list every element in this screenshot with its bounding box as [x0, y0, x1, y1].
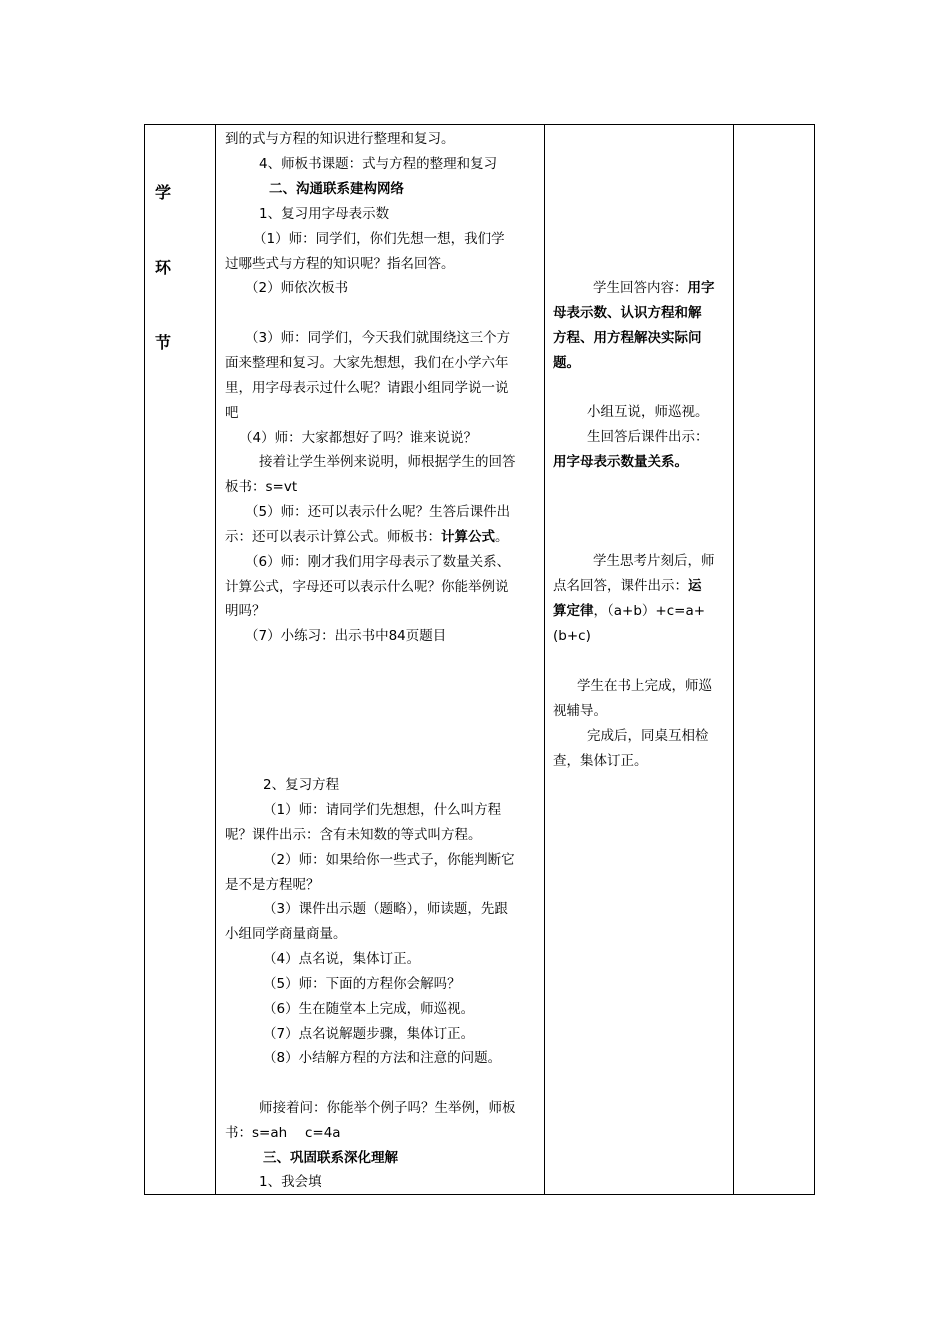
text-line: （4）师：大家都想好了吗？谁来说说？: [239, 430, 478, 446]
bold-term: 运: [688, 578, 702, 594]
text-line: 1、我会填: [259, 1174, 322, 1190]
column-divider: [733, 125, 734, 1194]
text-line: 小组同学商量商量。: [225, 926, 347, 942]
text-line: （8）小结解方程的方法和注意的问题。: [263, 1050, 502, 1066]
text-line: （4）点名说，集体订正。: [263, 951, 421, 967]
text-line: 视辅导。: [553, 703, 607, 719]
text-line: 明吗？: [225, 603, 266, 619]
text-span: 点名回答，课件出示：: [553, 578, 688, 594]
text-line: 板书：s=vt: [225, 479, 298, 495]
text-line: （6）生在随堂本上完成，师巡视。: [263, 1001, 475, 1017]
text-line: 面来整理和复习。大家先想想，我们在小学六年: [225, 355, 509, 371]
text-line: 接着让学生举例来说明，师根据学生的回答: [259, 454, 516, 470]
text-line: 计算公式，字母还可以表示什么呢？你能举例说: [225, 579, 509, 595]
column-divider: [544, 125, 545, 1194]
text-line: 是不是方程呢？: [225, 877, 320, 893]
teacher-activity-column: [225, 125, 543, 1194]
column-divider: [215, 125, 216, 1194]
text-line: 用字母表示数量关系。: [553, 454, 688, 470]
text-span: 。: [495, 529, 509, 545]
text-line: 吧: [225, 405, 239, 421]
text-line: [553, 577, 702, 595]
text-span: 示：还可以表示计算公式。师板书：: [225, 529, 441, 545]
text-line: 完成后，同桌互相检: [587, 728, 709, 744]
bold-term: 计算公式: [441, 529, 495, 545]
text-line: (b+c): [553, 628, 591, 644]
text-line: [225, 528, 509, 546]
text-line: 呢？课件出示：含有未知数的等式叫方程。: [225, 827, 482, 843]
section-heading: 二、沟通联系建构网络: [269, 181, 404, 197]
text-line: 学生在书上完成，师巡: [577, 678, 712, 694]
student-activity-column: [553, 125, 723, 1194]
text-line: 4、师板书课题：式与方程的整理和复习: [259, 156, 498, 172]
text-line: （6）师：刚才我们用字母表示了数量关系、: [245, 554, 511, 570]
text-line: 母表示数、认识方程和解: [553, 305, 702, 321]
section-label-char: 节: [155, 333, 172, 352]
text-line: （1）师：同学们，你们先想一想，我们学: [253, 231, 505, 247]
text-line: [593, 279, 715, 297]
text-line: （5）师：还可以表示什么呢？生答后课件出: [245, 504, 511, 520]
text-line: （2）师依次板书: [245, 280, 349, 296]
text-line: 2、复习方程: [263, 777, 340, 793]
text-line: （2）师：如果给你一些式子，你能判断它: [263, 852, 515, 868]
bold-term: 算定律: [553, 603, 594, 619]
text-line: （5）师：下面的方程你会解吗？: [263, 976, 461, 992]
text-span: 学生回答内容：: [593, 280, 688, 296]
text-line: （1）师：请同学们先想想，什么叫方程: [263, 802, 502, 818]
text-line: 题。: [553, 355, 580, 371]
text-line: 师接着问：你能举个例子吗？生举例，师板: [259, 1100, 516, 1116]
text-line: 到的式与方程的知识进行整理和复习。: [225, 131, 455, 147]
text-line: 书：s=ah c=4a: [225, 1125, 341, 1141]
section-heading: 三、巩固联系深化理解: [263, 1150, 398, 1166]
lesson-table: [144, 124, 815, 1195]
section-label-column: [145, 125, 215, 1194]
text-span: ，（a+b）+c=a+: [593, 603, 706, 619]
text-line: （3）师：同学们，今天我们就围绕这三个方: [245, 330, 511, 346]
text-line: （7）点名说解题步骤，集体订正。: [263, 1026, 475, 1042]
section-label-char: 学: [155, 183, 172, 202]
text-line: 方程、用方程解决实际问: [553, 330, 702, 346]
text-line: [553, 602, 705, 620]
bold-term: 用字: [687, 280, 715, 296]
text-line: 学生思考片刻后，师: [593, 553, 715, 569]
section-label-char: 环: [155, 258, 172, 277]
text-line: 1、复习用字母表示数: [259, 206, 390, 222]
text-line: 过哪些式与方程的知识呢？指名回答。: [225, 256, 455, 272]
text-line: 小组互说，师巡视。: [587, 404, 709, 420]
text-line: 查，集体订正。: [553, 753, 648, 769]
text-line: （3）课件出示题（题略），师读题，先跟: [263, 901, 508, 917]
text-line: 里，用字母表示过什么呢？请跟小组同学说一说: [225, 380, 509, 396]
text-line: 生回答后课件出示：: [587, 429, 709, 445]
text-line: （7）小练习：出示书中84页题目: [245, 628, 447, 644]
